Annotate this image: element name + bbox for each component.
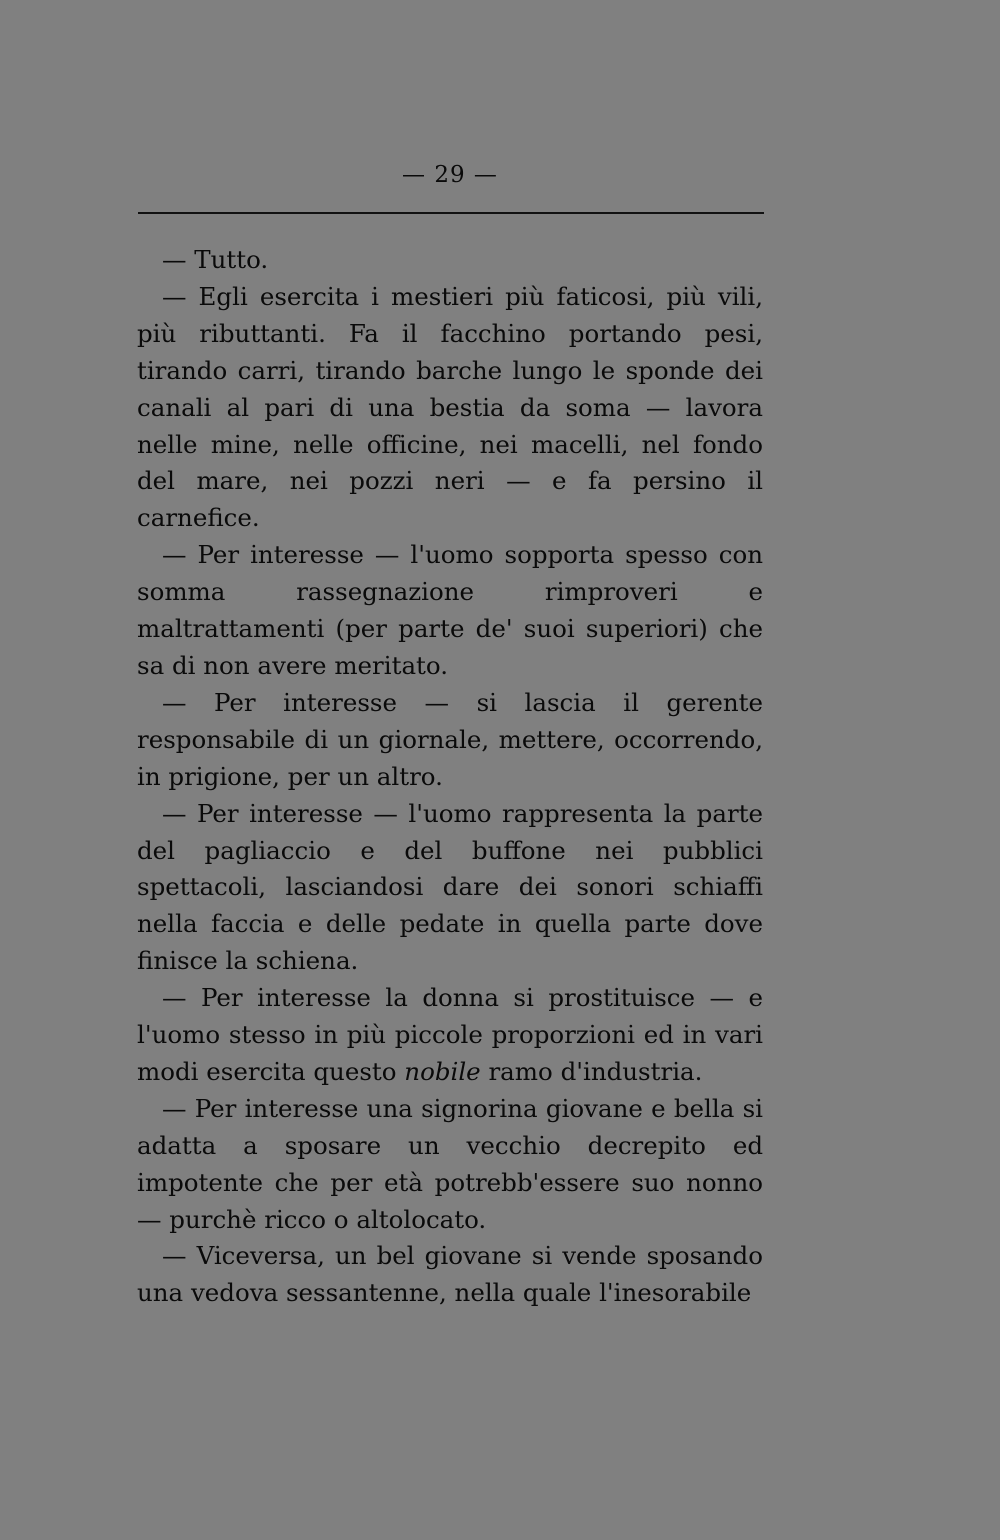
paragraph-3: — Per interesse — l'uomo sopporta spesso con somma rassegnazione rimproveri e maltrattamenti (per parte de' suoi superiori) che sa di non avere meritato. xyxy=(137,540,763,680)
paragraph-7: — Per interesse una signorina giovane e bella si adatta a sposare un vecchio decrepito ed impotente che per età potrebb'essere suo nonno — purchè ricco o altolocato. xyxy=(137,1093,763,1234)
paragraph-8: — Viceversa, un bel giovane si vende sposando una vedova sessantenne, nella quale l'inesorabile xyxy=(137,1241,763,1308)
italic-word: nobile xyxy=(404,1056,481,1086)
body-text xyxy=(137,242,763,1312)
paragraph-4: — Per interesse — si lascia il gerente responsabile di un giornale, mettere, occorrendo, in prigione, per un altro. xyxy=(137,687,763,791)
page-number: — 29 — xyxy=(402,162,498,188)
paragraph-6 xyxy=(137,980,763,1091)
paragraph-6-end: ramo d'industria. xyxy=(480,1056,703,1086)
paragraph-6-start: — Per interesse la donna si prostituisce — e l'uomo stesso in più piccole proporzioni ed in vari modi esercita questo xyxy=(137,983,763,1086)
header-rule xyxy=(138,212,764,214)
paragraph-2: — Egli esercita i mestieri più faticosi, più vili, più ributtanti. Fa il facchino portando pesi, tirando carri, tirando barche lungo le sponde dei canali al pari di una bestia da soma — lavora nelle mine, nelle officine, nei macelli, nel fondo del mare, nei pozzi neri — e fa persino il carnefice. xyxy=(137,281,763,533)
paragraph-1: — Tutto. xyxy=(162,245,269,274)
paragraph-5: — Per interesse — l'uomo rappresenta la parte del pagliaccio e del buffone nei pubblici spettacoli, lasciandosi dare dei sonori schiaffi nella faccia e delle pedate in quella parte dove finisce la schiena. xyxy=(137,798,763,976)
